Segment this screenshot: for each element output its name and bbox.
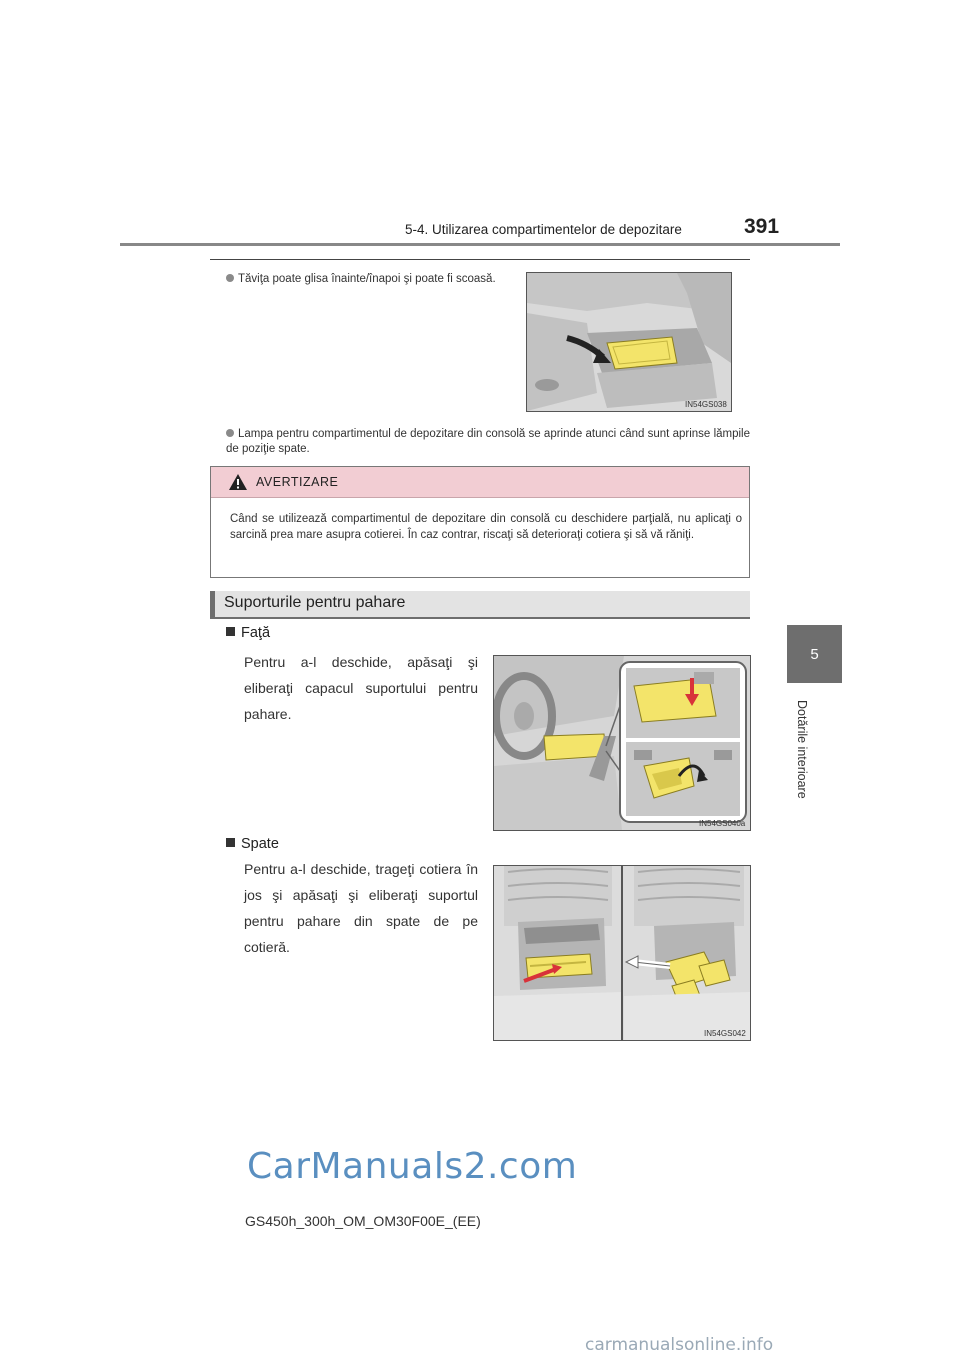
chapter-number: 5 [810,645,819,663]
square-bullet-icon [226,627,235,636]
subsection-heading-text: Spate [241,836,279,852]
page-number: 391 [744,215,780,238]
warning-header [211,467,749,498]
warning-text: Când se utilizează compartimentul de depozitare din consolă cu deschidere parţială, nu aplicaţi o sarcină prea mare asupra cotierei. În caz contrar, riscaţi să deterioraţi cotiera şi să vă răniţi. [230,513,742,541]
bullet-text: Tăviţa poate glisa înainte/înapoi şi poate fi scoasă. [238,273,496,285]
chapter-label [795,700,835,810]
header-rule [120,243,840,246]
console-tray-illustration [526,272,732,412]
image-code: IN54GS038 [685,400,727,409]
bullet-text: Lampa pentru compartimentul de depozitare din consolă se aprinde atunci când sunt aprinse lămpile de poziţie spate. [226,428,750,455]
header-section-title: 5-4. Utilizarea compartimentelor de depozitare [405,222,682,237]
console-tray-drawing [527,273,731,411]
subsection-heading-front [226,625,270,641]
warning-box [210,466,750,578]
bullet-dot-icon [226,274,234,282]
warning-title: AVERTIZARE [256,475,339,489]
content-top-rule [210,259,750,260]
bullet-item [226,272,496,287]
image-code: IN54GS040a [699,819,746,828]
section-title: Suporturile pentru pahare [224,594,406,611]
rear-instruction: Pentru a-l deschide, trageţi cotiera în jos şi apăsaţi şi eliberaţi suportul pentru pahare din spate de pe cotieră. [244,861,478,955]
subsection-heading-rear [226,836,279,852]
square-bullet-icon [226,838,235,847]
front-cup-holder-illustration [493,655,751,831]
section-marker [210,591,215,617]
front-cup-holder-drawing [494,656,750,830]
bullet-dot-icon [226,429,234,437]
corner-watermark: carmanualsonline.info [585,1335,774,1355]
section-header [210,591,750,619]
rear-cup-holder-illustration [493,865,751,1041]
chapter-tab [787,625,842,683]
chapter-label-text: Dotările interioare [795,700,809,799]
subsection-heading-text: Faţă [241,625,271,641]
watermark-logo: CarManuals2.com [247,1146,578,1187]
image-code: IN54GS042 [704,1029,746,1038]
footer-manual-code: GS450h_300h_OM_OM30F00E_(EE) [245,1213,481,1229]
warning-triangle-icon [228,473,248,491]
front-instruction: Pentru a-l deschide, apăsaţi şi eliberaţi capacul suportului pentru pahare. [244,654,478,722]
rear-cup-holder-drawing [494,866,750,1040]
bullet-item [226,427,750,457]
